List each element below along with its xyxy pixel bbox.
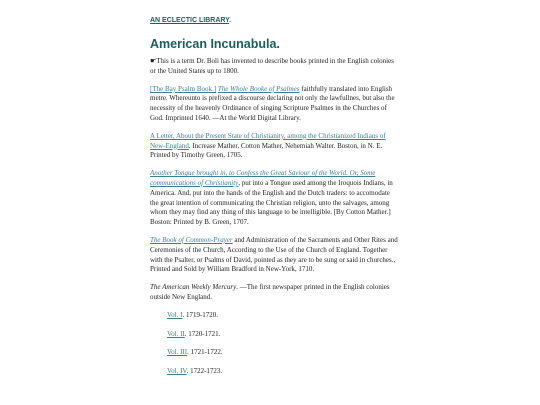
page-title: American Incunabula. xyxy=(150,37,280,51)
entry-text: and Administration of the Sacraments and Other Rites and Ceremonies of the Church, According to the Use of the Church of England. Together with the Psalter, or Psalms of David, pointed as they are to be sung or said in churches., Printed and Sold by William Bradford in New-York, 1710. xyxy=(150,235,398,274)
entry-letter-christianity xyxy=(150,132,400,161)
volume-years: . 1719-1720. xyxy=(182,310,219,319)
entry-american-weekly-mercury xyxy=(150,283,400,303)
site-header xyxy=(150,9,400,27)
site-home-link[interactable]: AN ECLECTIC LIBRARY xyxy=(150,17,230,24)
volume-years: . 1721-1722. xyxy=(187,348,223,357)
list-item xyxy=(167,367,400,377)
bay-psalm-book-link[interactable]: [The Bay Psalm Book.] xyxy=(150,84,217,93)
entry-common-prayer xyxy=(150,236,400,275)
intro-text: This is a term Dr. Boli has invented to describe books printed in the English colonies or the United States up to 1800. xyxy=(150,57,394,75)
entry-text: , put into a Tongue used among the Iroquois Indians, in America. And, put into the hands of the English and the Dutch traders: to accomodate the great intention of communicating the Christian religion, unto the salvages, among whom they may find any thing of this language to be intelligible. [By Cotton Mather.] Boston: Printed by B. Green, 1707. xyxy=(150,178,393,227)
mercury-title: The American Weekly Mercury xyxy=(150,283,237,292)
list-item xyxy=(167,311,400,321)
entry-bay-psalm-book xyxy=(150,85,400,124)
entry-text: . —The first newspaper printed in the English colonies outside New England. xyxy=(150,283,390,301)
entry-text: . Increase Mather, Cotton Mather, Nehemiah Walter. Boston, in N. E. Printed by Timothy Green, 1705. xyxy=(150,141,383,160)
volume-4-link[interactable]: Vol. IV xyxy=(167,367,187,376)
volume-2-link[interactable]: Vol. II xyxy=(167,329,185,338)
volume-years: . 1722-1723. xyxy=(186,367,223,376)
site-header-dot: . xyxy=(229,17,232,24)
entry-text: faithfully translated into English metre. Whereunto is prefixed a discourse declaring not only the lawfullnes, but also the necessity of the heavenly Ordinance of singing Scripture Psalmes in the Churches of God. Imprinted 1640. —At the World Digital Library. xyxy=(150,84,395,122)
letter-christianity-link[interactable]: A Letter, About the Present State of Christianity, among the Christianized Indians of New-England xyxy=(150,131,386,150)
volume-years: . 1720-1721. xyxy=(184,329,221,338)
entry-another-tongue xyxy=(150,169,400,228)
list-item xyxy=(167,348,400,358)
list-item xyxy=(167,330,400,340)
intro-paragraph xyxy=(150,57,400,77)
volume-3-link[interactable]: Vol. III xyxy=(167,348,188,357)
another-tongue-link[interactable]: Another Tongue brought in, to Confess the Great Saviour of the World. Or, Some communications of Christianity xyxy=(150,169,376,187)
volume-1-link[interactable]: Vol. I xyxy=(167,310,183,319)
pointing-hand-icon: ☛ xyxy=(150,57,157,65)
common-prayer-link[interactable]: The Book of Common-Prayer xyxy=(150,235,233,244)
article xyxy=(150,9,400,386)
whole-booke-of-psalmes-link[interactable]: The Whole Booke of Psalmes xyxy=(217,84,300,93)
